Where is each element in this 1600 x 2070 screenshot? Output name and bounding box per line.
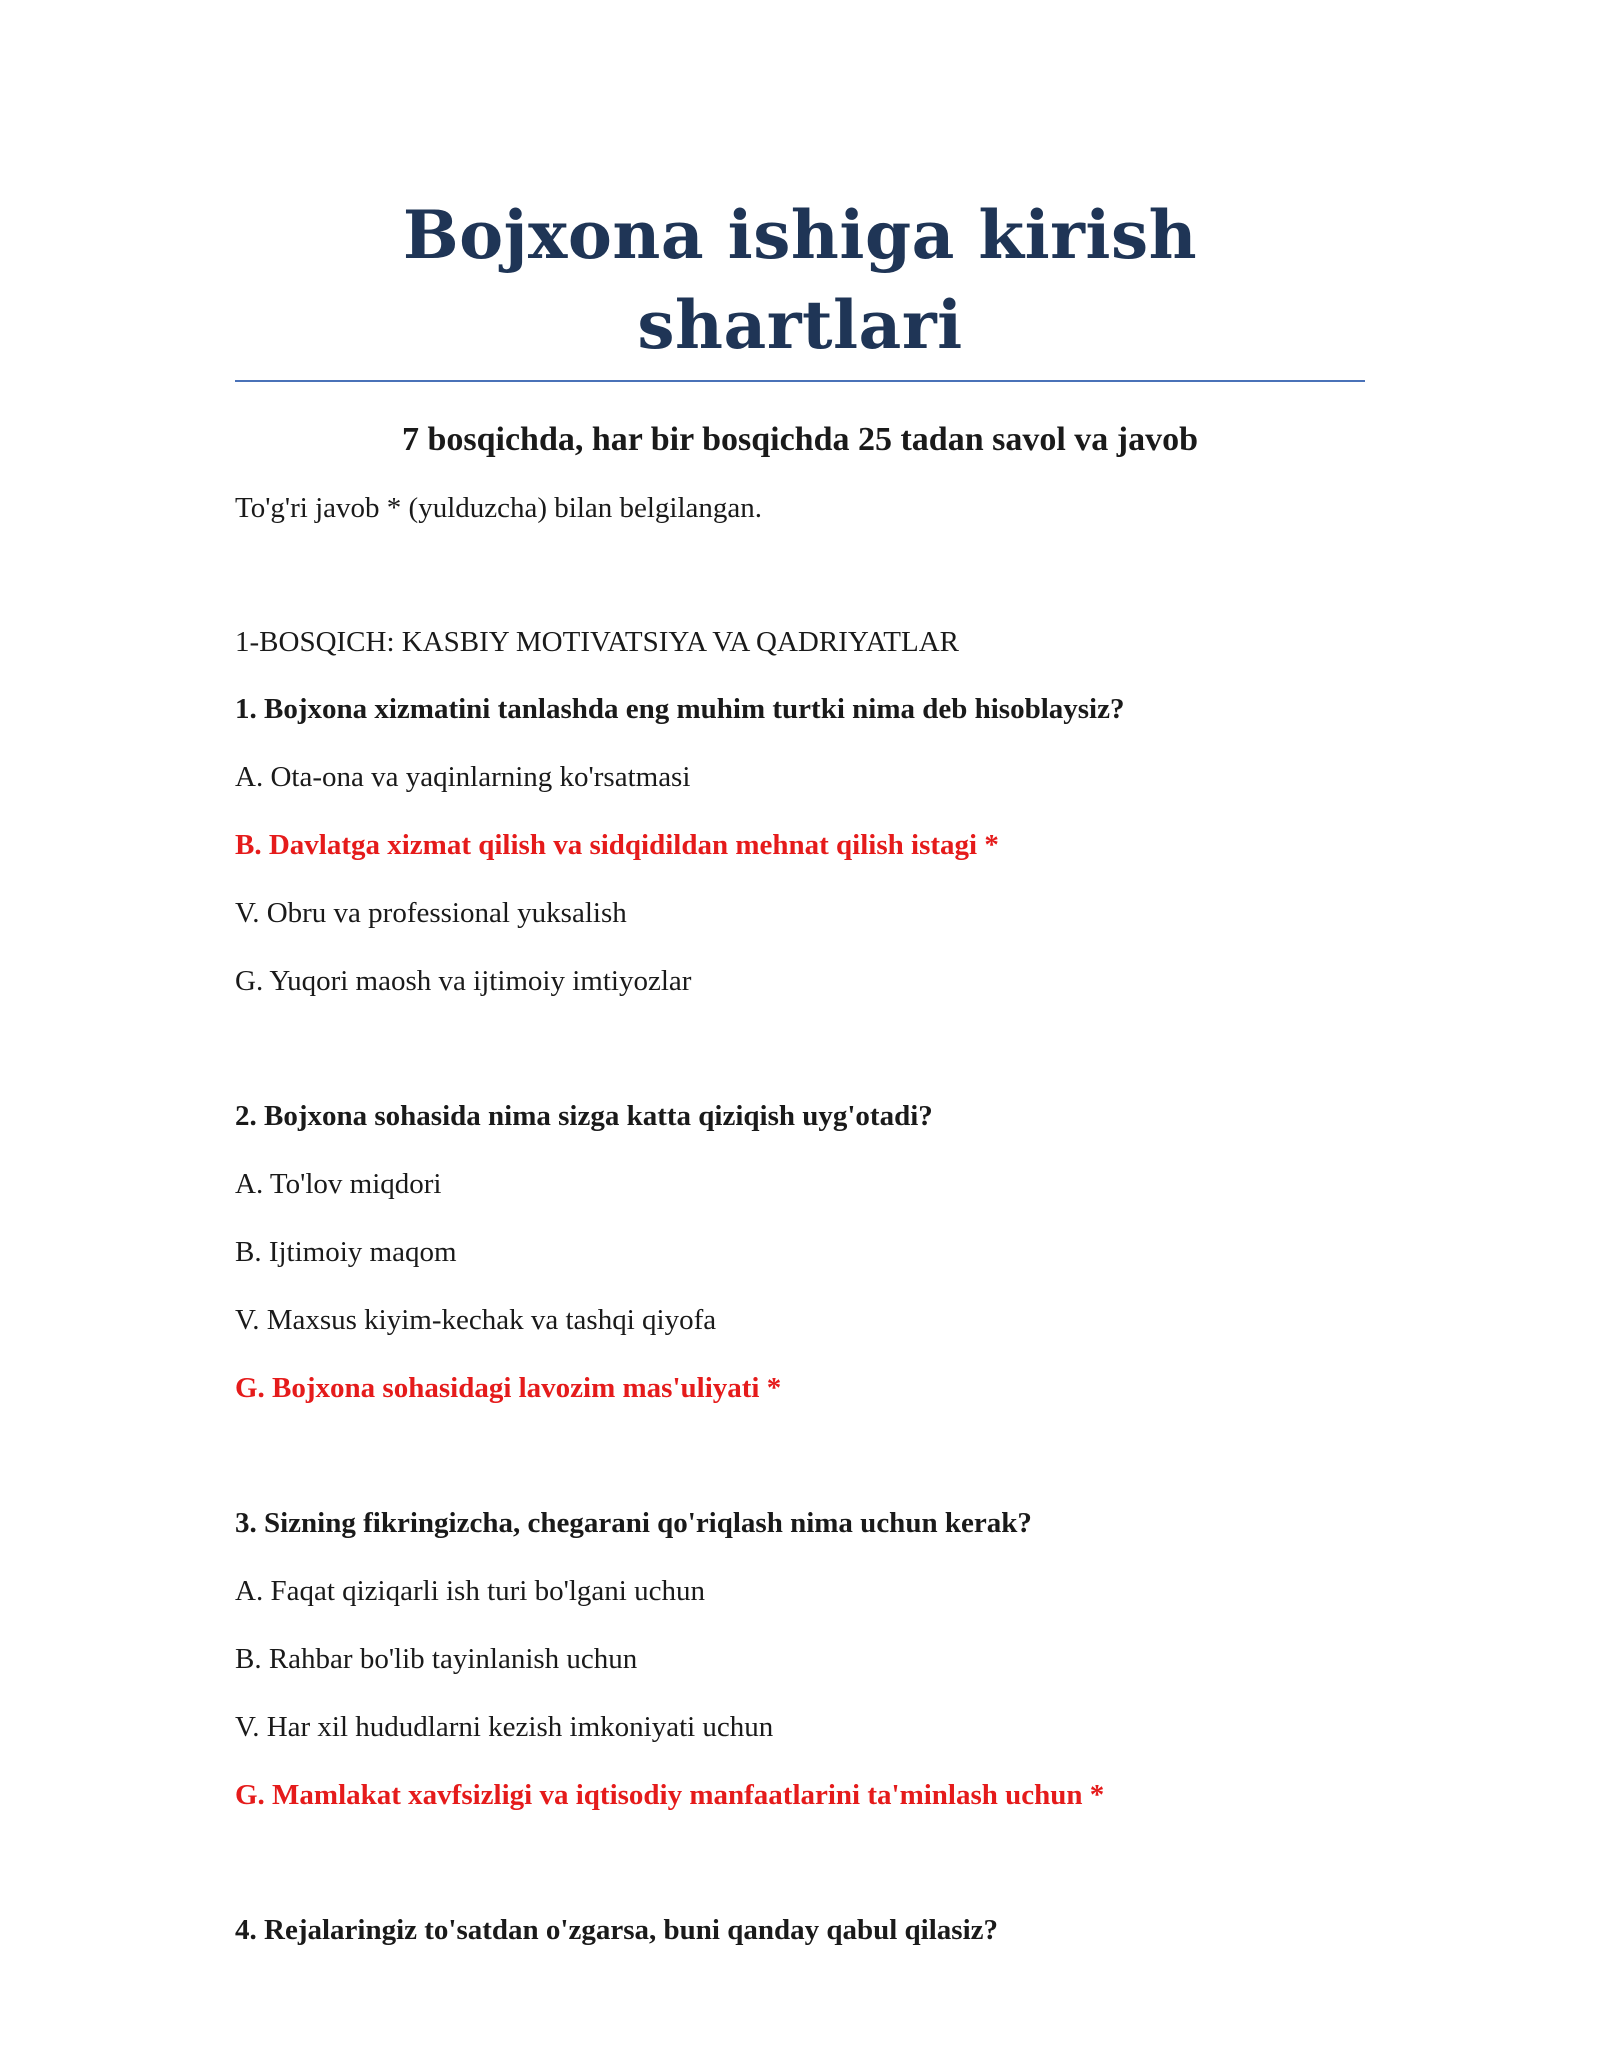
section-heading: 1-BOSQICH: KASBIY MOTIVATSIYA VA QADRIYATLAR bbox=[235, 626, 960, 658]
question-text: 1. Bojxona xizmatini tanlashda eng muhim turtki nima deb hisoblaysiz? bbox=[235, 693, 1125, 725]
answer-option: V. Obru va professional yuksalish bbox=[235, 897, 627, 929]
answer-option: G. Yuqori maosh va ijtimoiy imtiyozlar bbox=[235, 965, 692, 997]
question-text: 2. Bojxona sohasida nima sizga katta qiziqish uyg'otadi? bbox=[235, 1100, 933, 1132]
correct-answer-option: G. Bojxona sohasidagi lavozim mas'uliyati * bbox=[235, 1372, 782, 1404]
document-title: Bojxona ishiga kirish shartlari bbox=[402, 196, 1198, 364]
answer-option: A. Ota-ona va yaqinlarning ko'rsatmasi bbox=[235, 761, 691, 793]
document-page bbox=[235, 190, 1365, 1948]
question-block bbox=[235, 1098, 1365, 1406]
correct-answer-option: G. Mamlakat xavfsizligi va iqtisodiy manfaatlarini ta'minlash uchun * bbox=[235, 1779, 1105, 1811]
question-block bbox=[235, 1505, 1365, 1813]
answer-option: V. Har xil hududlarni kezish imkoniyati uchun bbox=[235, 1711, 774, 1743]
answer-option: B. Ijtimoiy maqom bbox=[235, 1236, 457, 1268]
answer-option: A. To'lov miqdori bbox=[235, 1168, 442, 1200]
answer-option: A. Faqat qiziqarli ish turi bo'lgani uchun bbox=[235, 1575, 705, 1607]
document-subtitle: 7 bosqichda, har bir bosqichda 25 tadan savol va javob bbox=[401, 421, 1199, 458]
answer-option: V. Maxsus kiyim-kechak va tashqi qiyofa bbox=[235, 1304, 717, 1336]
correct-answer-option: B. Davlatga xizmat qilish va sidqidildan mehnat qilish istagi * bbox=[235, 829, 999, 861]
answer-key-note: To'g'ri javob * (yulduzcha) bilan belgilangan. bbox=[235, 492, 763, 524]
question-text: 4. Rejalaringiz to'satdan o'zgarsa, buni qanday qabul qilasiz? bbox=[235, 1914, 998, 1946]
answer-option: B. Rahbar bo'lib tayinlanish uchun bbox=[235, 1643, 638, 1675]
question-block bbox=[235, 1912, 1365, 1948]
question-block bbox=[235, 691, 1365, 999]
question-text: 3. Sizning fikringizcha, chegarani qo'riqlash nima uchun kerak? bbox=[235, 1507, 1032, 1539]
title-divider bbox=[235, 380, 1365, 382]
